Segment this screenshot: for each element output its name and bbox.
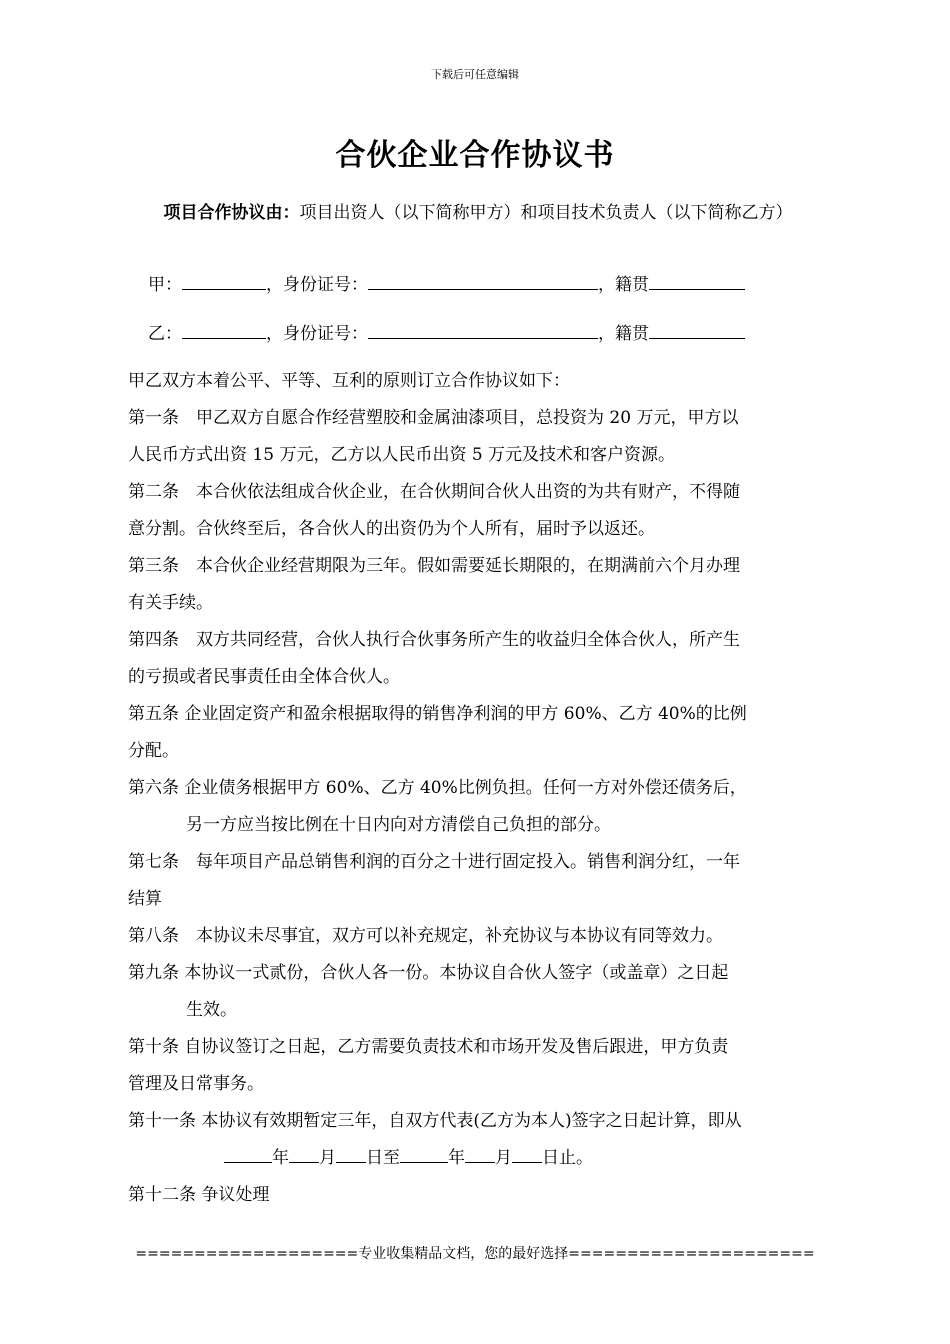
article-11 (128, 1103, 828, 1177)
article-line: 第十条 自协议签订之日起，乙方需要负责技术和市场开发及售后跟进，甲方负责 (128, 1037, 729, 1057)
agreement-body (128, 363, 828, 1214)
article-5 (128, 696, 828, 770)
article-line: 第七条 每年项目产品总销售利润的百分之十进行固定投入。销售利润分红，一年 (128, 852, 740, 872)
month-label: 月 (495, 1148, 512, 1168)
party-b-id-label: ，身份证号： (266, 324, 368, 344)
day-end-label: 日止。 (542, 1148, 593, 1168)
article-2 (128, 474, 828, 548)
article-6 (128, 770, 828, 844)
intro-text: 项目出资人（以下简称甲方）和项目技术负责人（以下简称乙方） (299, 203, 793, 223)
article-4 (128, 622, 828, 696)
article-1 (128, 400, 828, 474)
article-line: 意分割。合伙终至后，各合伙人的出资仍为个人所有，届时予以返还。 (128, 519, 655, 539)
party-b-label: 乙： (148, 324, 182, 344)
party-a-origin-label: ，籍贯 (598, 275, 649, 295)
year-label: 年 (448, 1148, 465, 1168)
party-b-name-blank[interactable] (182, 320, 266, 339)
party-b-line (148, 319, 745, 344)
party-b-origin-label: ，籍贯 (598, 324, 649, 344)
intro-paragraph (128, 200, 828, 226)
article-9 (128, 955, 828, 1029)
article-line: 第三条 本合伙企业经营期限为三年。假如需要延长期限的，在期满前六个月办理 (128, 556, 740, 576)
article-line: 第九条 本协议一式贰份，合伙人各一份。本协议自合伙人签字（或盖章）之日起 (128, 963, 729, 983)
party-b-origin-blank[interactable] (649, 320, 745, 339)
start-day-blank[interactable] (336, 1144, 366, 1163)
article-10 (128, 1029, 828, 1103)
preamble: 甲乙双方本着公平、平等、互利的原则订立合作协议如下： (128, 371, 570, 391)
footer-banner: ===================专业收集精品文档，您的最好选择===================== (135, 1246, 815, 1262)
end-year-blank[interactable] (400, 1144, 448, 1163)
document-title: 合伙企业合作协议书 (335, 138, 615, 173)
end-day-blank[interactable] (512, 1144, 542, 1163)
party-a-label: 甲： (148, 275, 182, 295)
article-line: 人民币方式出资 15 万元，乙方以人民币出资 5 万元及技术和客户资源。 (128, 445, 676, 465)
header-note: 下载后可任意编辑 (431, 68, 519, 81)
start-year-blank[interactable] (224, 1144, 272, 1163)
party-a-line (148, 270, 745, 295)
article-line: 分配。 (128, 741, 179, 761)
article-line: 第四条 双方共同经营，合伙人执行合伙事务所产生的收益归全体合伙人，所产生 (128, 630, 740, 650)
party-b-id-blank[interactable] (368, 320, 598, 339)
article-line: 有关手续。 (128, 593, 213, 613)
party-a-id-blank[interactable] (368, 271, 598, 290)
article-3 (128, 548, 828, 622)
article-line: 管理及日常事务。 (128, 1074, 264, 1094)
intro-label: 项目合作协议由： (163, 203, 300, 223)
end-month-blank[interactable] (465, 1144, 495, 1163)
article-line: 第十一条 本协议有效期暂定三年，自双方代表(乙方为本人)签字之日起计算，即从 (128, 1111, 742, 1131)
article-8 (128, 918, 828, 955)
party-a-origin-blank[interactable] (649, 271, 745, 290)
party-a-id-label: ，身份证号： (266, 275, 368, 295)
article-line: 生效。 (186, 1000, 237, 1020)
validity-date-line (128, 1140, 828, 1177)
article-line: 结算 (128, 889, 162, 909)
article-line: 第八条 本协议未尽事宜，双方可以补充规定，补充协议与本协议有同等效力。 (128, 926, 723, 946)
article-line: 的亏损或者民事责任由全体合伙人。 (128, 667, 400, 687)
month-label: 月 (319, 1148, 336, 1168)
day-to-label: 日至 (366, 1148, 400, 1168)
article-line: 第五条 企业固定资产和盈余根据取得的销售净利润的甲方 60%、乙方 40%的比例 (128, 704, 747, 724)
article-12: 第十二条 争议处理 (128, 1185, 270, 1205)
article-7 (128, 844, 828, 918)
start-month-blank[interactable] (289, 1144, 319, 1163)
article-line: 第六条 企业债务根据甲方 60%、乙方 40%比例负担。任何一方对外偿还债务后， (128, 778, 747, 798)
party-a-name-blank[interactable] (182, 271, 266, 290)
article-line: 第一条 甲乙双方自愿合作经营塑胶和金属油漆项目，总投资为 20 万元，甲方以 (128, 408, 739, 428)
year-label: 年 (272, 1148, 289, 1168)
article-line: 第二条 本合伙依法组成合伙企业，在合伙期间合伙人出资的为共有财产，不得随 (128, 482, 740, 502)
article-line: 另一方应当按比例在十日内向对方清偿自己负担的部分。 (186, 815, 611, 835)
